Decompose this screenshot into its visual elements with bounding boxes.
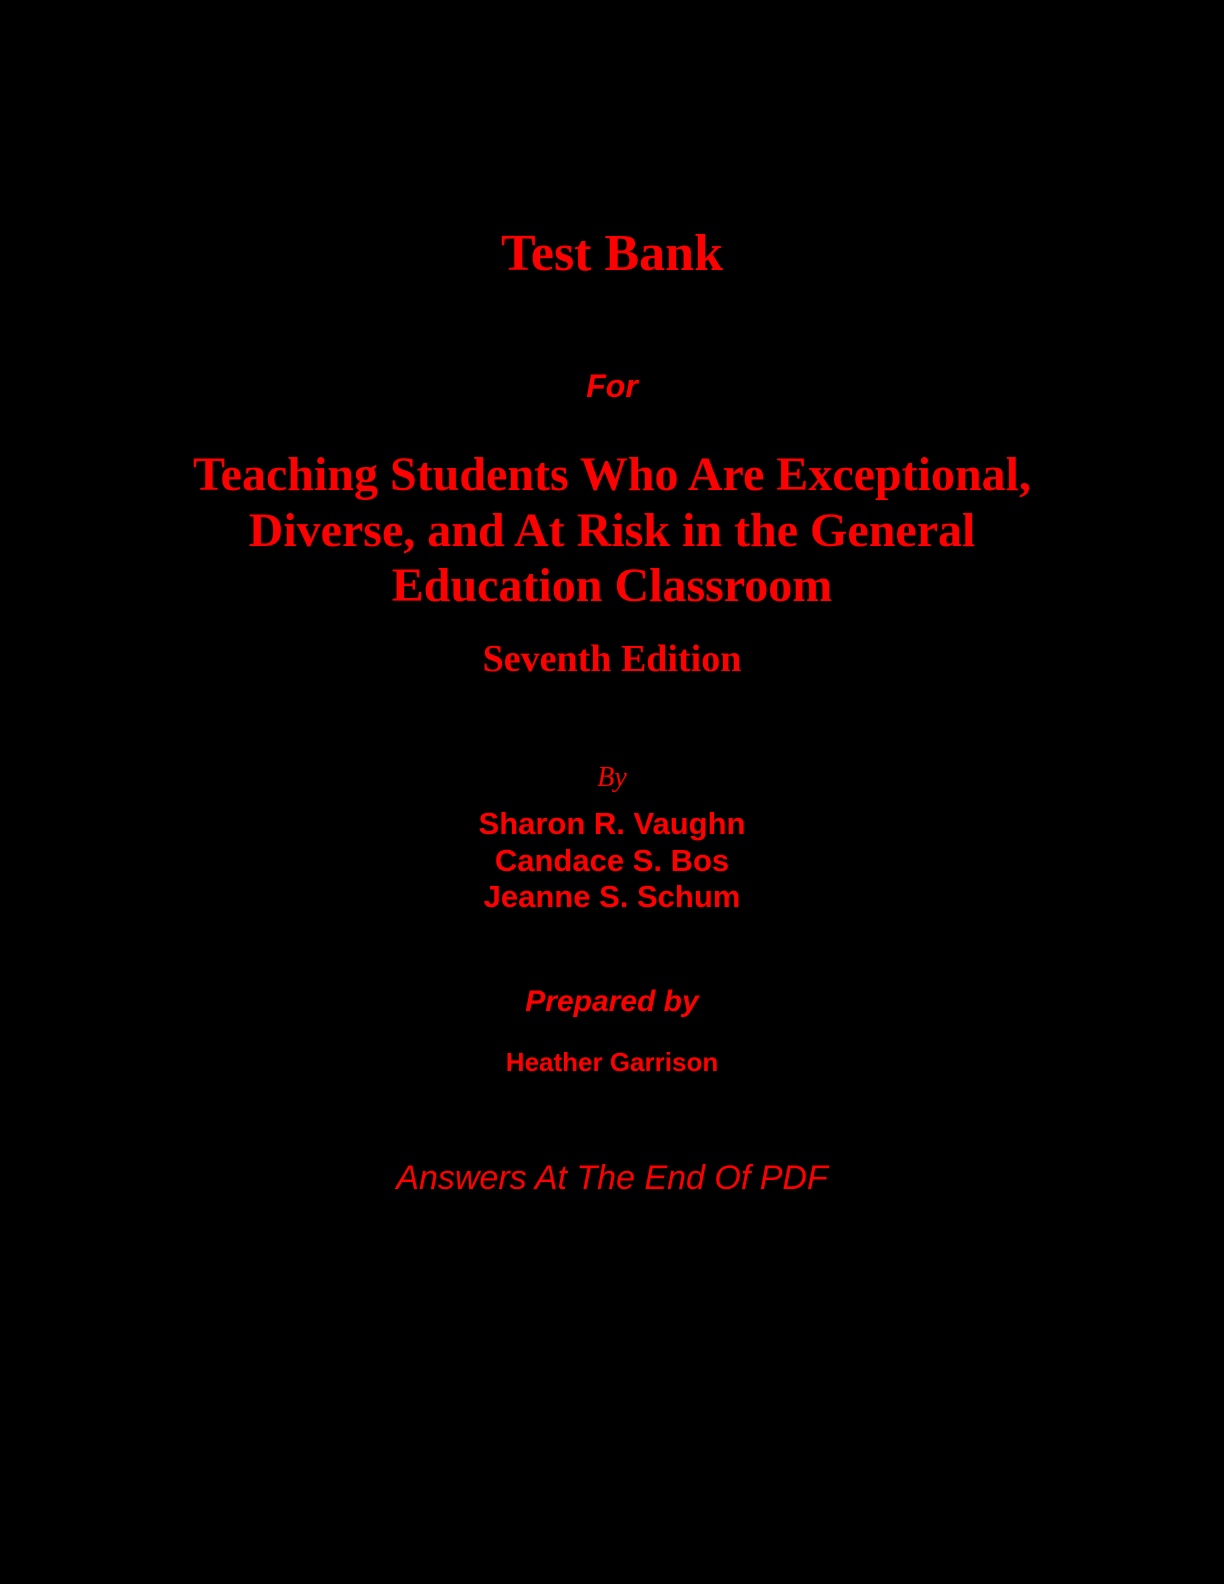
author-name: Candace S. Bos	[494, 843, 730, 878]
answers-note: Answers At The End Of PDF	[396, 1159, 828, 1197]
preparer-name: Heather Garrison	[505, 1047, 719, 1077]
author-name: Jeanne S. Schum	[483, 879, 741, 914]
for-label: For	[586, 368, 638, 404]
book-title-line-3: Education Classroom	[391, 559, 833, 612]
document-heading: Test Bank	[500, 225, 724, 282]
book-title-line-1: Teaching Students Who Are Exceptional,	[193, 448, 1031, 501]
prepared-by-label: Prepared by	[525, 985, 699, 1018]
by-label: By	[597, 762, 627, 793]
edition-label: Seventh Edition	[482, 638, 742, 680]
author-name: Sharon R. Vaughn	[478, 806, 746, 841]
book-title-line-2: Diverse, and At Risk in the General	[248, 504, 976, 557]
